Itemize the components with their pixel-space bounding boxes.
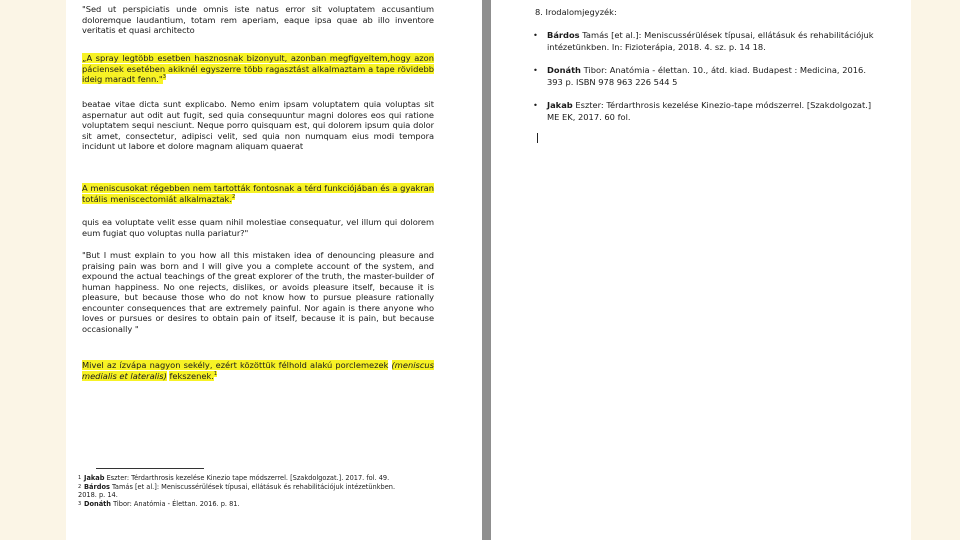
footnote-number: 2	[78, 483, 82, 490]
reference-text: Tibor: Anatómia - élettan. 10., átd. kiad. Budapest : Medicina, 2016. 393 p. ISBN 978 963 226 544 5	[547, 65, 866, 87]
reference-text: Eszter: Térdarthrosis kezelése Kinezio-tape módszerrel. [Szakdolgozat.] ME EK, 2017. 60 fol.	[547, 100, 872, 122]
footnote-ref[interactable]: 1	[213, 370, 218, 377]
footnote-item	[78, 500, 408, 508]
bibliography-list	[533, 30, 878, 135]
footnote-item	[78, 474, 408, 482]
footnotes	[78, 474, 408, 509]
text-cursor[interactable]	[537, 133, 538, 143]
bullet-icon: •	[533, 100, 538, 110]
page-gutter	[482, 0, 491, 540]
footnote-number: 3	[78, 501, 82, 508]
highlighted-meniscus-sentence: A meniscusokat régebben nem tartották fontosnak a térd funkciójában és a gyakran totális meniscectomiát alkalmaztak.	[82, 183, 434, 204]
highlighted-anatomy-italic: (meniscus medialis et lateralis)	[82, 360, 434, 381]
bullet-icon: •	[533, 65, 538, 75]
highlighted-quote	[82, 53, 434, 85]
footnote-ref[interactable]: 3	[162, 74, 166, 81]
reference-author: Jakab	[547, 100, 573, 110]
highlighted-anatomy-part2: fekszenek.	[169, 370, 214, 381]
footnote-author: Bárdos	[84, 482, 110, 491]
highlighted-anatomy-text	[82, 360, 434, 381]
bibliography-item	[533, 30, 878, 53]
highlighted-anatomy-part1: Mivel az ízvápa nagyon sekély, ezért közöttük félhold alakú porclemezek	[82, 360, 389, 370]
reference-author: Donáth	[547, 65, 581, 75]
paragraph-lorem-3: quis ea voluptate velit esse quam nihil molestiae consequatur, vel illum qui dolorem eum fugiat quo voluptas nulla pariatur?"	[82, 217, 434, 238]
bibliography-item	[533, 65, 878, 88]
paragraph-english: "But I must explain to you how all this mistaken idea of denouncing pleasure and praising pain was born and I will give you a complete account of the system, and expound the actual teachings of the great explorer of the truth, the master-builder of human happiness. No one rejects, dislikes, or avoids pleasure itself, because it is pleasure, but because those who do not know how to pursue pleasure rationally encounter consequences that are extremely painful. Nor again is there anyone who loves or pursues or desires to obtain pain of itself, because it is pain, but because occasionally "	[82, 250, 434, 334]
footnote-text: Tamás [et al.]: Meniscussérülések típusai, ellátásuk és rehabilitációjuk intézetünkben. 2018. p. 14.	[78, 482, 396, 500]
footnote-author: Jakab	[84, 474, 105, 482]
footnote-ref[interactable]: 2	[231, 193, 236, 200]
document-page-right	[491, 0, 911, 540]
highlighted-quote-text: „A spray legtöbb esetben hasznosnak bizonyult, azonban megfigyeltem,hogy azon páciensek esetében akiknél egyszerre több ragasztást alkalmaztam a tape rövidebb ideig maradt fenn."	[82, 53, 434, 84]
paragraph-lorem-2: beatae vitae dicta sunt explicabo. Nemo enim ipsam voluptatem quia voluptas sit aspernatur aut odit aut fugit, sed quia consequuntur magni dolores eos qui ratione voluptatem sequi nesciunt. Neque porro quisquam est, qui dolorem ipsum quia dolor sit amet, consectetur, adipisci velit, sed quia non numquam eius modi tempora incidunt ut labore et dolore magnam aliquam quaerat	[82, 99, 434, 151]
footnote-text: Tibor: Anatómia - Élettan. 2016. p. 81.	[111, 500, 240, 509]
bibliography-heading: 8. Irodalomjegyzék:	[535, 7, 617, 17]
highlighted-meniscus-text	[82, 183, 434, 204]
document-page-left	[66, 0, 482, 540]
footnote-text: Eszter: Térdarthrosis kezelése Kinezio tape módszerrel. [Szakdolgozat.]. 2017. fol. 49.	[104, 474, 390, 482]
paragraph-lorem-1: "Sed ut perspiciatis unde omnis iste natus error sit voluptatem accusantium doloremque laudantium, totam rem aperiam, eaque ipsa quae ab illo inventore veritatis et quasi architecto	[82, 4, 434, 35]
bibliography-item	[533, 100, 878, 123]
footnote-item	[78, 483, 408, 500]
reference-author: Bárdos	[547, 30, 580, 40]
footnote-author: Donáth	[84, 500, 111, 509]
reference-text: Tamás [et al.]: Meniscussérülések típusai, ellátásuk és rehabilitációjuk intézetünkben. In: Fizioterápia, 2018. 4. sz. p. 14 18.	[547, 30, 874, 52]
footnote-number: 1	[78, 475, 82, 481]
bullet-icon: •	[533, 30, 538, 40]
footnote-separator	[96, 468, 204, 469]
